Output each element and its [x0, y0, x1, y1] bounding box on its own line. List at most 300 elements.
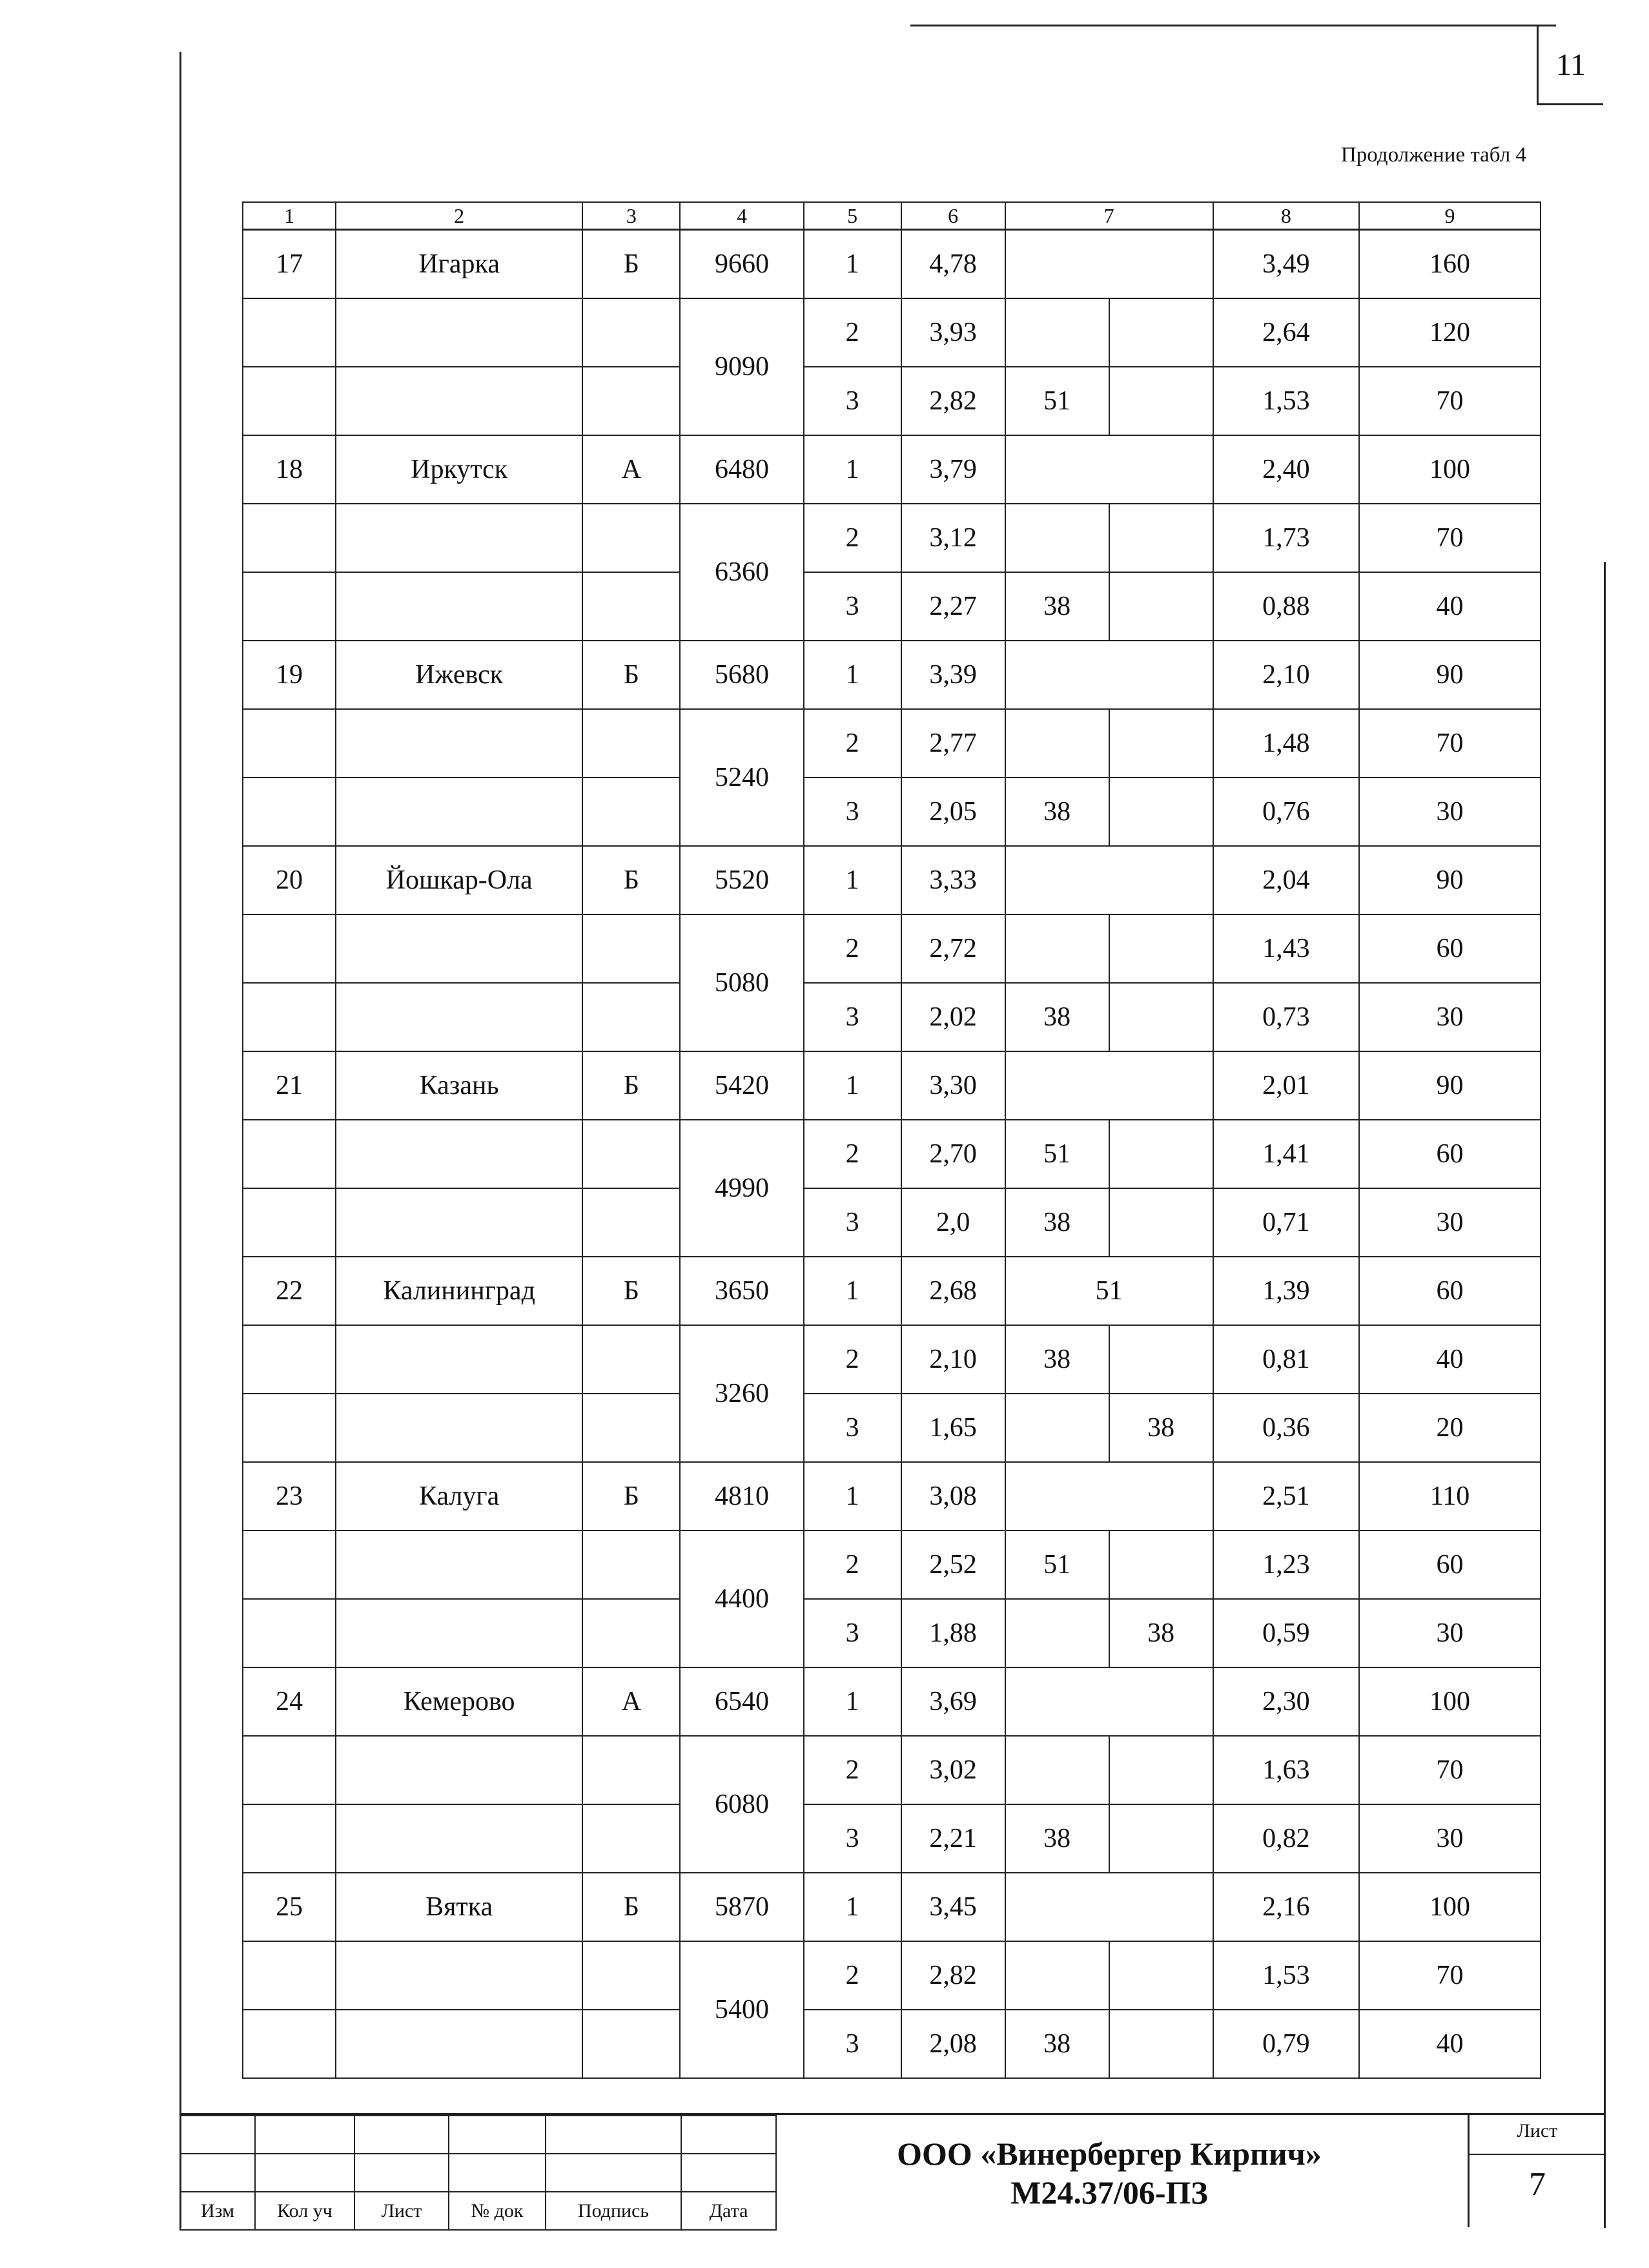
- col7-cell: [1005, 1873, 1213, 1941]
- col7a-cell: 38: [1005, 1804, 1109, 1873]
- table-row: [243, 1257, 1541, 1325]
- row-number-cell: [243, 2010, 336, 2078]
- col9-cell: 60: [1359, 1120, 1541, 1188]
- col9-cell: 60: [1359, 1257, 1541, 1325]
- col8-cell: 3,49: [1213, 230, 1359, 299]
- zone-cell: [582, 1599, 680, 1667]
- row-number-cell: [243, 778, 336, 846]
- variant-cell: 2: [804, 1531, 901, 1599]
- table-row: [243, 504, 1541, 572]
- col6-cell: 3,79: [901, 435, 1005, 504]
- sheet-divider: [1470, 2154, 1605, 2155]
- value-cell: 4810: [680, 1462, 803, 1531]
- zone-cell: Б: [582, 1873, 680, 1941]
- col8-cell: 0,36: [1213, 1394, 1359, 1462]
- table-row: [243, 1941, 1541, 2010]
- variant-cell: 2: [804, 709, 901, 778]
- zone-cell: Б: [582, 1462, 680, 1531]
- table-row: [243, 1531, 1541, 1599]
- col9-cell: 40: [1359, 1325, 1541, 1394]
- row-number-cell: 22: [243, 1257, 336, 1325]
- variant-cell: 1: [804, 1462, 901, 1531]
- zone-cell: [582, 1804, 680, 1873]
- col8-cell: 2,64: [1213, 298, 1359, 367]
- col6-cell: 3,69: [901, 1667, 1005, 1736]
- column-number-header: 2: [336, 202, 582, 230]
- variant-cell: 1: [804, 1051, 901, 1120]
- col8-cell: 2,30: [1213, 1667, 1359, 1736]
- col8-cell: 2,40: [1213, 435, 1359, 504]
- col9-cell: 100: [1359, 1873, 1541, 1941]
- variant-cell: 1: [804, 846, 901, 914]
- zone-cell: А: [582, 1667, 680, 1736]
- city-cell: [336, 1531, 582, 1599]
- value-cell: 5680: [680, 641, 803, 709]
- col9-cell: 40: [1359, 572, 1541, 641]
- value-cell: 6480: [680, 435, 803, 504]
- col8-cell: 1,23: [1213, 1531, 1359, 1599]
- table-caption: Продолжение табл 4: [1340, 143, 1526, 167]
- value-cell: 5520: [680, 846, 803, 914]
- zone-cell: [582, 1941, 680, 2010]
- col8-cell: 2,01: [1213, 1051, 1359, 1120]
- document-code: М24.37/06-ПЗ: [1010, 2174, 1208, 2211]
- col6-cell: 3,12: [901, 504, 1005, 572]
- col6-cell: 3,45: [901, 1873, 1005, 1941]
- city-cell: [336, 1120, 582, 1188]
- table-row: [243, 1462, 1541, 1531]
- city-cell: Иркутск: [336, 435, 582, 504]
- variant-cell: 3: [804, 1804, 901, 1873]
- city-cell: Казань: [336, 1051, 582, 1120]
- col8-cell: 1,48: [1213, 709, 1359, 778]
- table-row: [243, 846, 1541, 914]
- table-row: [243, 778, 1541, 846]
- city-cell: [336, 1325, 582, 1394]
- city-cell: Вятка: [336, 1873, 582, 1941]
- col8-cell: 1,63: [1213, 1736, 1359, 1804]
- table-row: [243, 1394, 1541, 1462]
- column-number-header: 1: [243, 202, 336, 230]
- variant-cell: 1: [804, 1257, 901, 1325]
- sheet-box: [1468, 2115, 1605, 2227]
- col8-cell: 2,04: [1213, 846, 1359, 914]
- variant-cell: 3: [804, 572, 901, 641]
- col8-cell: 0,73: [1213, 983, 1359, 1051]
- col7a-cell: [1005, 1599, 1109, 1667]
- col6-cell: 3,08: [901, 1462, 1005, 1531]
- col9-cell: 120: [1359, 298, 1541, 367]
- col7b-cell: [1109, 2010, 1213, 2078]
- zone-cell: [582, 1120, 680, 1188]
- col8-cell: 1,53: [1213, 1941, 1359, 2010]
- col6-cell: 2,05: [901, 778, 1005, 846]
- col7b-cell: [1109, 914, 1213, 983]
- col6-cell: 2,27: [901, 572, 1005, 641]
- variant-cell: 1: [804, 1873, 901, 1941]
- table-row: [243, 1804, 1541, 1873]
- col6-cell: 1,88: [901, 1599, 1005, 1667]
- col9-cell: 160: [1359, 230, 1541, 299]
- col9-cell: 70: [1359, 504, 1541, 572]
- col6-cell: 1,65: [901, 1394, 1005, 1462]
- col6-cell: 2,52: [901, 1531, 1005, 1599]
- zone-cell: [582, 778, 680, 846]
- row-number-cell: [243, 709, 336, 778]
- col7b-cell: [1109, 572, 1213, 641]
- table-row: [243, 914, 1541, 983]
- value-cell: 5870: [680, 1873, 803, 1941]
- col8-cell: 0,71: [1213, 1188, 1359, 1257]
- stamp-label-list: Лист: [354, 2192, 449, 2230]
- col7a-cell: [1005, 298, 1109, 367]
- city-cell: Игарка: [336, 230, 582, 299]
- col7b-cell: [1109, 1804, 1213, 1873]
- col9-cell: 90: [1359, 846, 1541, 914]
- zone-cell: [582, 367, 680, 435]
- value-cell: 3260: [680, 1325, 803, 1462]
- col6-cell: 2,72: [901, 914, 1005, 983]
- variant-cell: 1: [804, 641, 901, 709]
- city-cell: [336, 367, 582, 435]
- sheet-label: Лист: [1517, 2120, 1558, 2141]
- stamp-label-izm: Изм: [180, 2192, 255, 2230]
- zone-cell: [582, 1736, 680, 1804]
- col8-cell: 1,73: [1213, 504, 1359, 572]
- col9-cell: 100: [1359, 435, 1541, 504]
- company-block: [780, 2134, 1439, 2212]
- col7a-cell: 51: [1005, 1531, 1109, 1599]
- col8-cell: 2,16: [1213, 1873, 1359, 1941]
- table-body: [243, 202, 1541, 2078]
- city-cell: [336, 1599, 582, 1667]
- zone-cell: Б: [582, 1257, 680, 1325]
- row-number-cell: 25: [243, 1873, 336, 1941]
- zone-cell: [582, 572, 680, 641]
- variant-cell: 3: [804, 778, 901, 846]
- col7a-cell: 51: [1005, 1120, 1109, 1188]
- col6-cell: 4,78: [901, 230, 1005, 299]
- col7b-cell: [1109, 1120, 1213, 1188]
- col7b-cell: [1109, 1531, 1213, 1599]
- value-cell: 3650: [680, 1257, 803, 1325]
- city-cell: [336, 709, 582, 778]
- zone-cell: [582, 1188, 680, 1257]
- col6-cell: 2,77: [901, 709, 1005, 778]
- table-row: [243, 1667, 1541, 1736]
- col7b-cell: [1109, 709, 1213, 778]
- city-cell: [336, 1736, 582, 1804]
- row-number-cell: [243, 1531, 336, 1599]
- city-cell: [336, 572, 582, 641]
- value-cell: 9660: [680, 230, 803, 299]
- column-number-header: 7: [1005, 202, 1213, 230]
- col8-cell: 0,76: [1213, 778, 1359, 846]
- row-number-cell: 24: [243, 1667, 336, 1736]
- city-cell: Ижевск: [336, 641, 582, 709]
- title-block: [179, 2113, 1604, 2227]
- top-frame-line: [910, 25, 1556, 26]
- city-cell: Йошкар-Ола: [336, 846, 582, 914]
- variant-cell: 1: [804, 1667, 901, 1736]
- value-cell: 4990: [680, 1120, 803, 1257]
- variant-cell: 2: [804, 914, 901, 983]
- city-cell: [336, 983, 582, 1051]
- col7b-cell: [1109, 367, 1213, 435]
- col9-cell: 30: [1359, 1188, 1541, 1257]
- value-cell: 5080: [680, 914, 803, 1051]
- row-number-cell: [243, 1394, 336, 1462]
- zone-cell: Б: [582, 846, 680, 914]
- column-number-header: 4: [680, 202, 803, 230]
- table-row: [243, 2010, 1541, 2078]
- stamp-label-date: Дата: [681, 2192, 776, 2230]
- row-number-cell: 17: [243, 230, 336, 299]
- col7b-cell: [1109, 504, 1213, 572]
- row-number-cell: [243, 1804, 336, 1873]
- table-row: [243, 1188, 1541, 1257]
- row-number-cell: [243, 572, 336, 641]
- col7-cell: [1005, 846, 1213, 914]
- city-cell: [336, 1804, 582, 1873]
- col8-cell: 0,88: [1213, 572, 1359, 641]
- col6-cell: 2,82: [901, 367, 1005, 435]
- row-number-cell: 23: [243, 1462, 336, 1531]
- col6-cell: 2,82: [901, 1941, 1005, 2010]
- col9-cell: 70: [1359, 367, 1541, 435]
- row-number-cell: [243, 1188, 336, 1257]
- variant-cell: 2: [804, 298, 901, 367]
- city-cell: [336, 1941, 582, 2010]
- col8-cell: 1,39: [1213, 1257, 1359, 1325]
- col7a-cell: [1005, 1736, 1109, 1804]
- variant-cell: 2: [804, 504, 901, 572]
- variant-cell: 3: [804, 367, 901, 435]
- city-cell: Кемерово: [336, 1667, 582, 1736]
- variant-cell: 3: [804, 1394, 901, 1462]
- stamp-label-kol: Кол уч: [255, 2192, 354, 2230]
- col6-cell: 2,70: [901, 1120, 1005, 1188]
- col9-cell: 60: [1359, 914, 1541, 983]
- col9-cell: 70: [1359, 709, 1541, 778]
- stamp-label-signature: Подпись: [546, 2192, 681, 2230]
- city-cell: [336, 914, 582, 983]
- col7b-cell: [1109, 1325, 1213, 1394]
- variant-cell: 3: [804, 983, 901, 1051]
- col9-cell: 30: [1359, 778, 1541, 846]
- variant-cell: 3: [804, 1188, 901, 1257]
- col6-cell: 2,10: [901, 1325, 1005, 1394]
- value-cell: 5420: [680, 1051, 803, 1120]
- sheet-number: 7: [1529, 2166, 1546, 2203]
- row-number-cell: [243, 1120, 336, 1188]
- zone-cell: Б: [582, 1051, 680, 1120]
- col9-cell: 110: [1359, 1462, 1541, 1531]
- table-row: [243, 1051, 1541, 1120]
- left-frame-line: [179, 52, 181, 2228]
- column-number-header: 9: [1359, 202, 1541, 230]
- city-cell: [336, 1188, 582, 1257]
- col9-cell: 20: [1359, 1394, 1541, 1462]
- variant-cell: 2: [804, 1120, 901, 1188]
- column-number-header: 3: [582, 202, 680, 230]
- col9-cell: 60: [1359, 1531, 1541, 1599]
- col7a-cell: 38: [1005, 983, 1109, 1051]
- col9-cell: 30: [1359, 983, 1541, 1051]
- row-number-cell: 18: [243, 435, 336, 504]
- variant-cell: 2: [804, 1941, 901, 2010]
- col7b-cell: [1109, 983, 1213, 1051]
- table-row: [243, 298, 1541, 367]
- col7-cell: [1005, 1667, 1213, 1736]
- zone-cell: [582, 504, 680, 572]
- col7a-cell: 38: [1005, 1325, 1109, 1394]
- col9-cell: 90: [1359, 641, 1541, 709]
- col7b-cell: 38: [1109, 1599, 1213, 1667]
- col6-cell: 3,30: [901, 1051, 1005, 1120]
- table-row: [243, 572, 1541, 641]
- col6-cell: 3,93: [901, 298, 1005, 367]
- header-row: [243, 202, 1541, 230]
- col9-cell: 90: [1359, 1051, 1541, 1120]
- row-number-cell: 20: [243, 846, 336, 914]
- city-cell: [336, 504, 582, 572]
- row-number-cell: [243, 914, 336, 983]
- col8-cell: 0,79: [1213, 2010, 1359, 2078]
- table-row: [243, 641, 1541, 709]
- row-number-cell: [243, 298, 336, 367]
- col7-cell: 51: [1005, 1257, 1213, 1325]
- row-number-cell: [243, 1941, 336, 2010]
- column-number-header: 5: [804, 202, 901, 230]
- page-number: 11: [1537, 26, 1603, 105]
- col8-cell: 0,81: [1213, 1325, 1359, 1394]
- col7-cell: [1005, 435, 1213, 504]
- right-frame-line: [1604, 562, 1606, 2228]
- col6-cell: 2,68: [901, 1257, 1005, 1325]
- col7a-cell: [1005, 1941, 1109, 2010]
- table-row: [243, 230, 1541, 299]
- col6-cell: 3,33: [901, 846, 1005, 914]
- value-cell: 4400: [680, 1531, 803, 1667]
- variant-cell: 3: [804, 2010, 901, 2078]
- revision-grid: [179, 2115, 777, 2231]
- col9-cell: 70: [1359, 1736, 1541, 1804]
- col6-cell: 2,0: [901, 1188, 1005, 1257]
- zone-cell: А: [582, 435, 680, 504]
- row-number-cell: [243, 504, 336, 572]
- col9-cell: 40: [1359, 2010, 1541, 2078]
- col8-cell: 2,10: [1213, 641, 1359, 709]
- value-cell: 6540: [680, 1667, 803, 1736]
- col7b-cell: [1109, 1736, 1213, 1804]
- col7a-cell: [1005, 1394, 1109, 1462]
- zone-cell: Б: [582, 641, 680, 709]
- variant-cell: 2: [804, 1736, 901, 1804]
- col8-cell: 1,41: [1213, 1120, 1359, 1188]
- col7a-cell: 38: [1005, 1188, 1109, 1257]
- col7a-cell: 51: [1005, 367, 1109, 435]
- col7a-cell: 38: [1005, 778, 1109, 846]
- table-row: [243, 1120, 1541, 1188]
- col6-cell: 3,39: [901, 641, 1005, 709]
- col7b-cell: [1109, 778, 1213, 846]
- col9-cell: 70: [1359, 1941, 1541, 2010]
- column-number-header: 8: [1213, 202, 1359, 230]
- col7-cell: [1005, 1462, 1213, 1531]
- table-row: [243, 435, 1541, 504]
- stamp-label-doc: № док: [449, 2192, 546, 2230]
- row-number-cell: 21: [243, 1051, 336, 1120]
- col7a-cell: 38: [1005, 2010, 1109, 2078]
- col7b-cell: [1109, 298, 1213, 367]
- col6-cell: 2,21: [901, 1804, 1005, 1873]
- col9-cell: 30: [1359, 1599, 1541, 1667]
- col6-cell: 3,02: [901, 1736, 1005, 1804]
- table-row: [243, 983, 1541, 1051]
- zone-cell: [582, 914, 680, 983]
- table-row: [243, 1736, 1541, 1804]
- col7b-cell: 38: [1109, 1394, 1213, 1462]
- col7b-cell: [1109, 1941, 1213, 2010]
- variant-cell: 1: [804, 435, 901, 504]
- city-cell: [336, 778, 582, 846]
- col8-cell: 2,51: [1213, 1462, 1359, 1531]
- column-number-header: 6: [901, 202, 1005, 230]
- col7a-cell: [1005, 914, 1109, 983]
- col7a-cell: [1005, 504, 1109, 572]
- city-cell: Калуга: [336, 1462, 582, 1531]
- value-cell: 5240: [680, 709, 803, 846]
- zone-cell: Б: [582, 230, 680, 299]
- city-cell: Калининград: [336, 1257, 582, 1325]
- zone-cell: [582, 2010, 680, 2078]
- col7-cell: [1005, 230, 1213, 299]
- table-row: [243, 1599, 1541, 1667]
- col7-cell: [1005, 1051, 1213, 1120]
- variant-cell: 2: [804, 1325, 901, 1394]
- variant-cell: 3: [804, 1599, 901, 1667]
- col7a-cell: 38: [1005, 572, 1109, 641]
- zone-cell: [582, 983, 680, 1051]
- row-number-cell: 19: [243, 641, 336, 709]
- zone-cell: [582, 298, 680, 367]
- row-number-cell: [243, 367, 336, 435]
- table-row: [243, 367, 1541, 435]
- row-number-cell: [243, 1325, 336, 1394]
- zone-cell: [582, 1325, 680, 1394]
- col6-cell: 2,02: [901, 983, 1005, 1051]
- col7a-cell: [1005, 709, 1109, 778]
- zone-cell: [582, 709, 680, 778]
- table-row: [243, 1325, 1541, 1394]
- col9-cell: 100: [1359, 1667, 1541, 1736]
- city-cell: [336, 298, 582, 367]
- variant-cell: 1: [804, 230, 901, 299]
- row-number-cell: [243, 1599, 336, 1667]
- row-number-cell: [243, 1736, 336, 1804]
- row-number-cell: [243, 983, 336, 1051]
- col7b-cell: [1109, 1188, 1213, 1257]
- value-cell: 6080: [680, 1736, 803, 1873]
- col9-cell: 30: [1359, 1804, 1541, 1873]
- data-table: [242, 201, 1541, 2079]
- col8-cell: 0,59: [1213, 1599, 1359, 1667]
- value-cell: 6360: [680, 504, 803, 641]
- table-row: [243, 1873, 1541, 1941]
- col7-cell: [1005, 641, 1213, 709]
- city-cell: [336, 1394, 582, 1462]
